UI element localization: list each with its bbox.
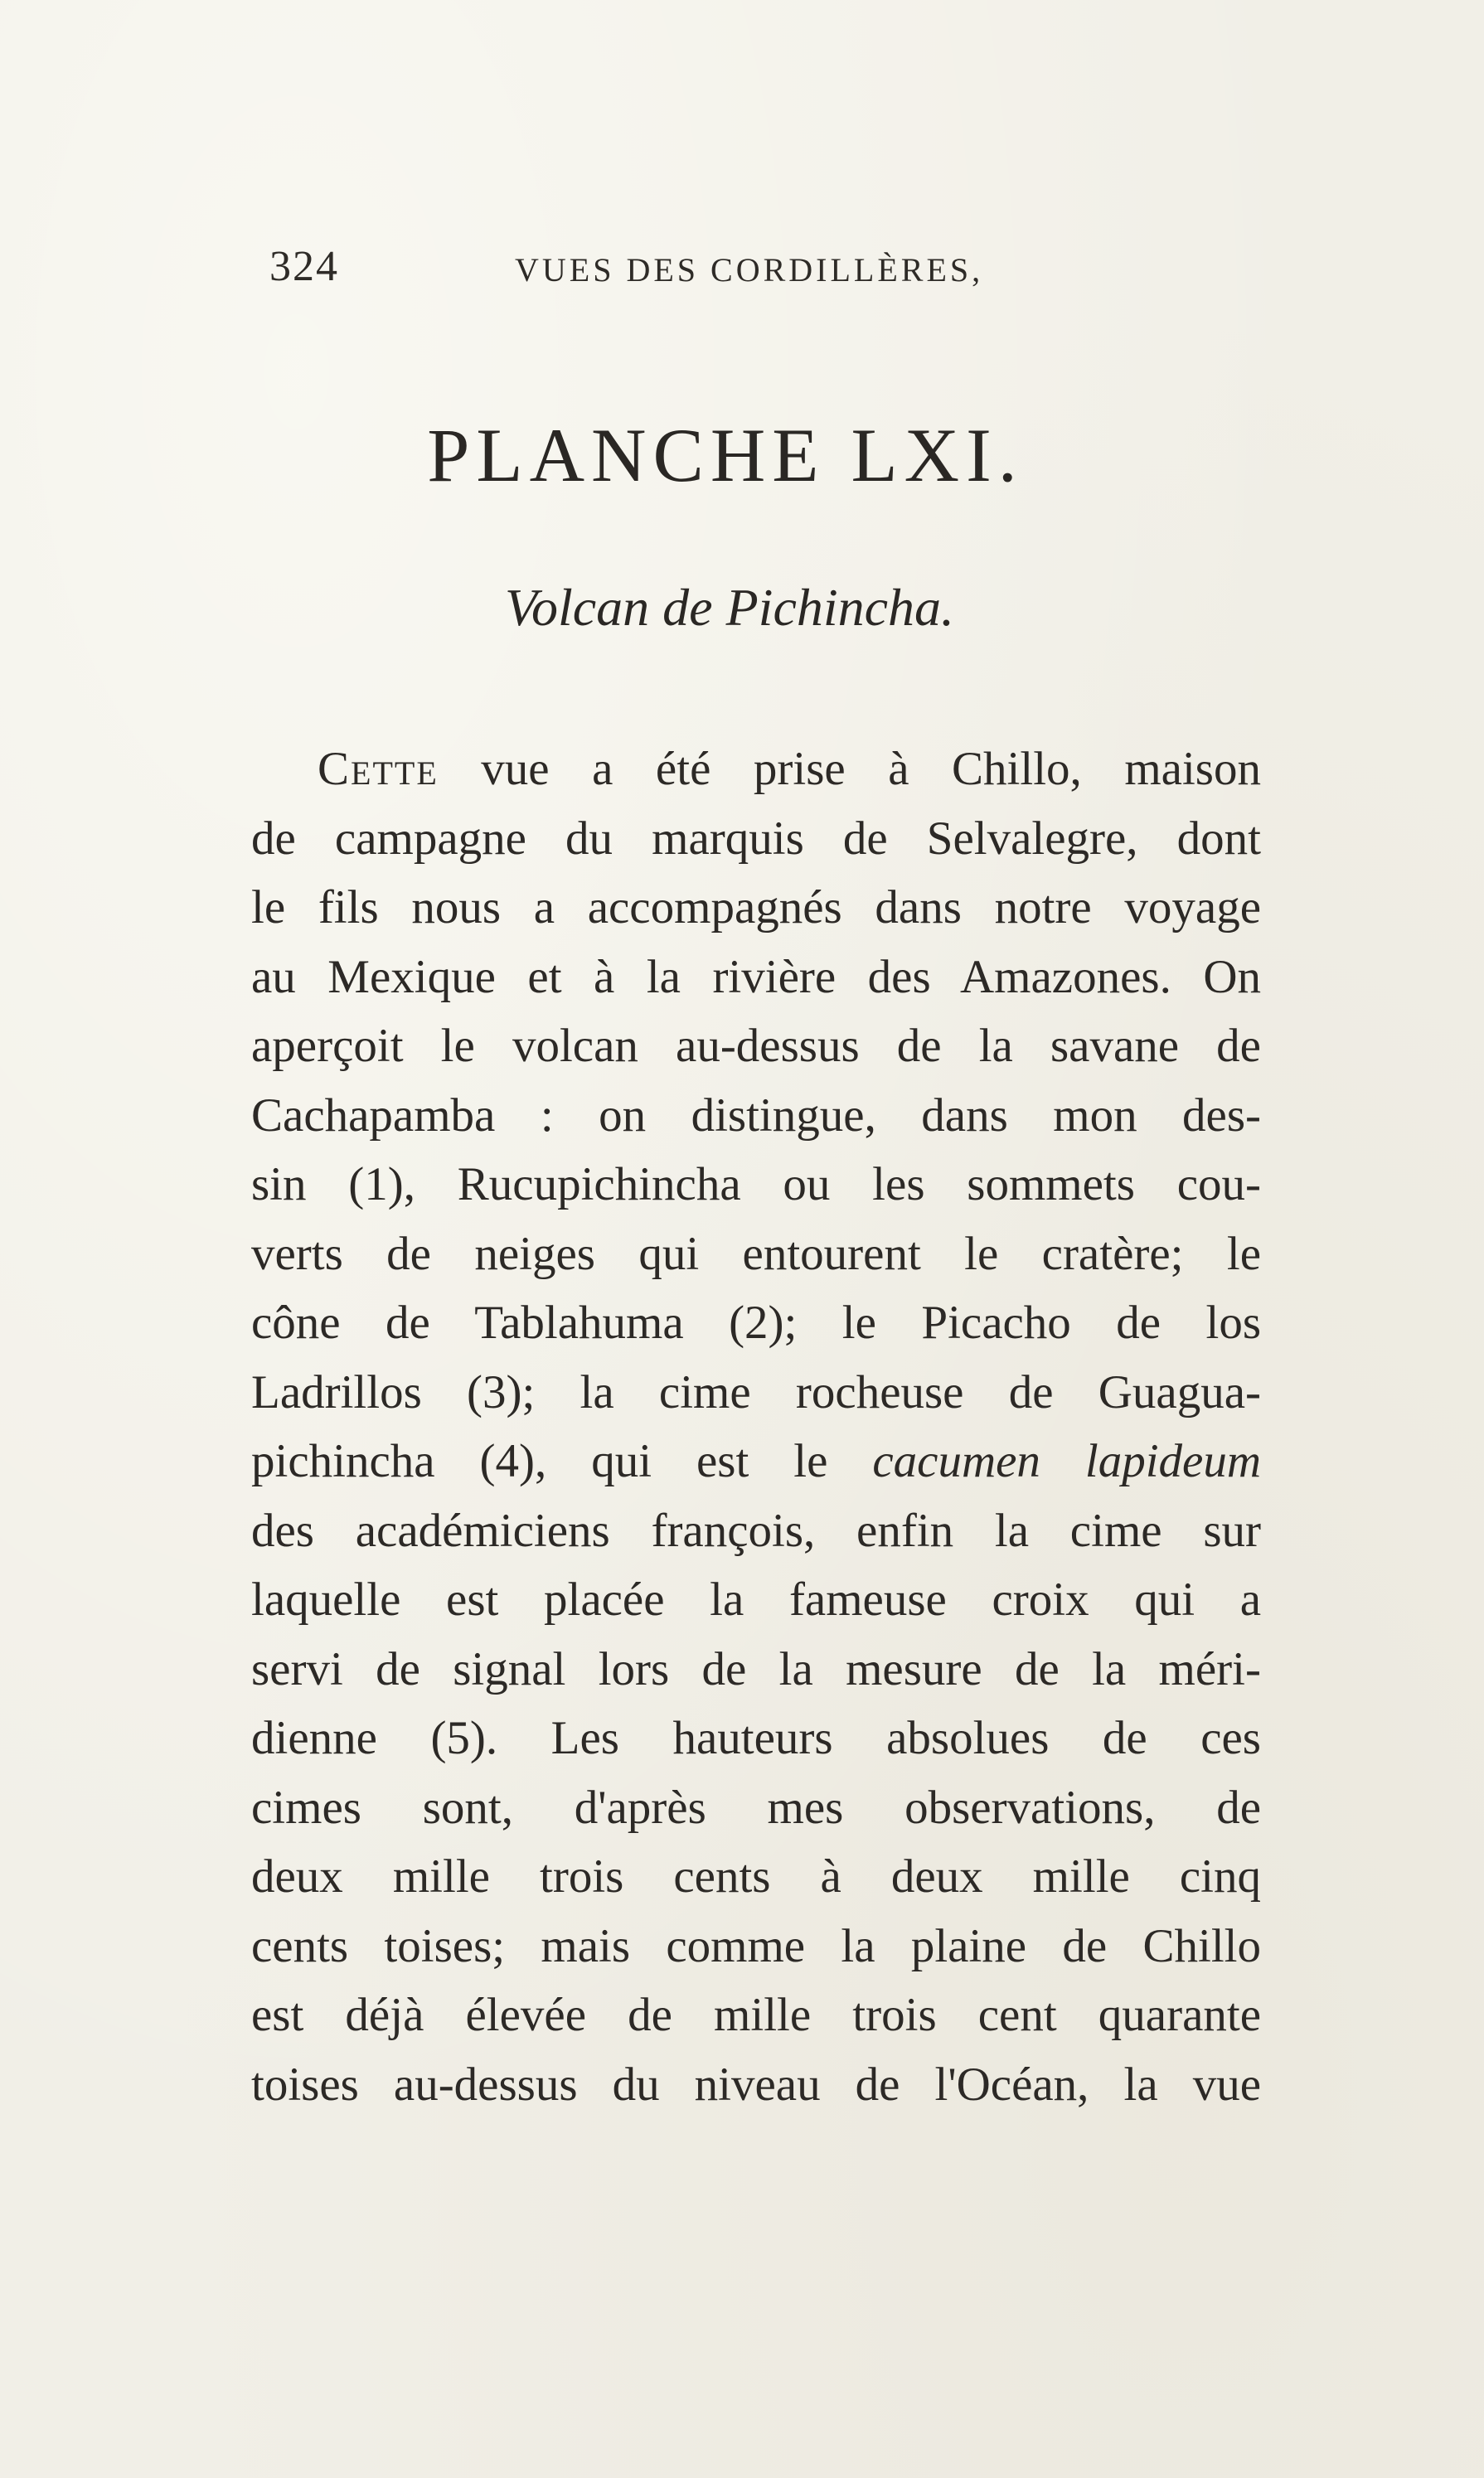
text-line: Ladrillos (3); la cime rocheuse de Guagua- xyxy=(251,1365,1261,1418)
plate-title: PLANCHE LXI. xyxy=(427,413,1024,497)
text-line: dienne (5). Les hauteurs absolues de ces xyxy=(251,1712,1261,1764)
text-line: sin (1), Rucupichincha ou les sommets cou- xyxy=(251,1158,1261,1210)
text-line: cimes sont, d'après mes observations, de xyxy=(251,1781,1261,1834)
text-line: toises au-dessus du niveau de l'Océan, la vue xyxy=(251,2058,1261,2111)
text-line: laquelle est placée la fameuse croix qui a xyxy=(251,1574,1261,1626)
running-head xyxy=(269,242,1049,300)
paragraph-lead-word: Cette xyxy=(318,743,439,795)
text-line: le fils nous a accompagnés dans notre voyage xyxy=(251,881,1261,933)
text-line: Cette vue a été prise à Chillo, maison xyxy=(318,743,1261,795)
body-text xyxy=(251,735,1261,2119)
text-line: Cachapamba : on distingue, dans mon des- xyxy=(251,1089,1261,1142)
text-line: pichincha (4), qui est le cacumen lapideum xyxy=(251,1435,1261,1487)
text-line: servi de signal lors de la mesure de la méri- xyxy=(251,1642,1261,1695)
text-line: aperçoit le volcan au-dessus de la savane de xyxy=(251,1020,1261,1072)
text-line: au Mexique et à la rivière des Amazones. On xyxy=(251,950,1261,1003)
running-title: VUES DES CORDILLÈRES, xyxy=(515,251,984,289)
text-line: des académiciens françois, enfin la cime sur xyxy=(251,1504,1261,1557)
text-line: est déjà élevée de mille trois cent quarante xyxy=(251,1989,1261,2041)
italic-latin-phrase: cacumen lapideum xyxy=(872,1435,1261,1487)
text-line: de campagne du marquis de Selvalegre, dont xyxy=(251,812,1261,865)
plate-subtitle: Volcan de Pichincha. xyxy=(504,578,955,637)
text-line: deux mille trois cents à deux mille cinq xyxy=(251,1850,1261,1903)
text-line: cône de Tablahuma (2); le Picacho de los xyxy=(251,1297,1261,1349)
page-number: 324 xyxy=(269,243,339,290)
text-line: cents toises; mais comme la plaine de Chillo xyxy=(251,1919,1261,1972)
text-line: verts de neiges qui entourent le cratère; le xyxy=(251,1227,1261,1280)
